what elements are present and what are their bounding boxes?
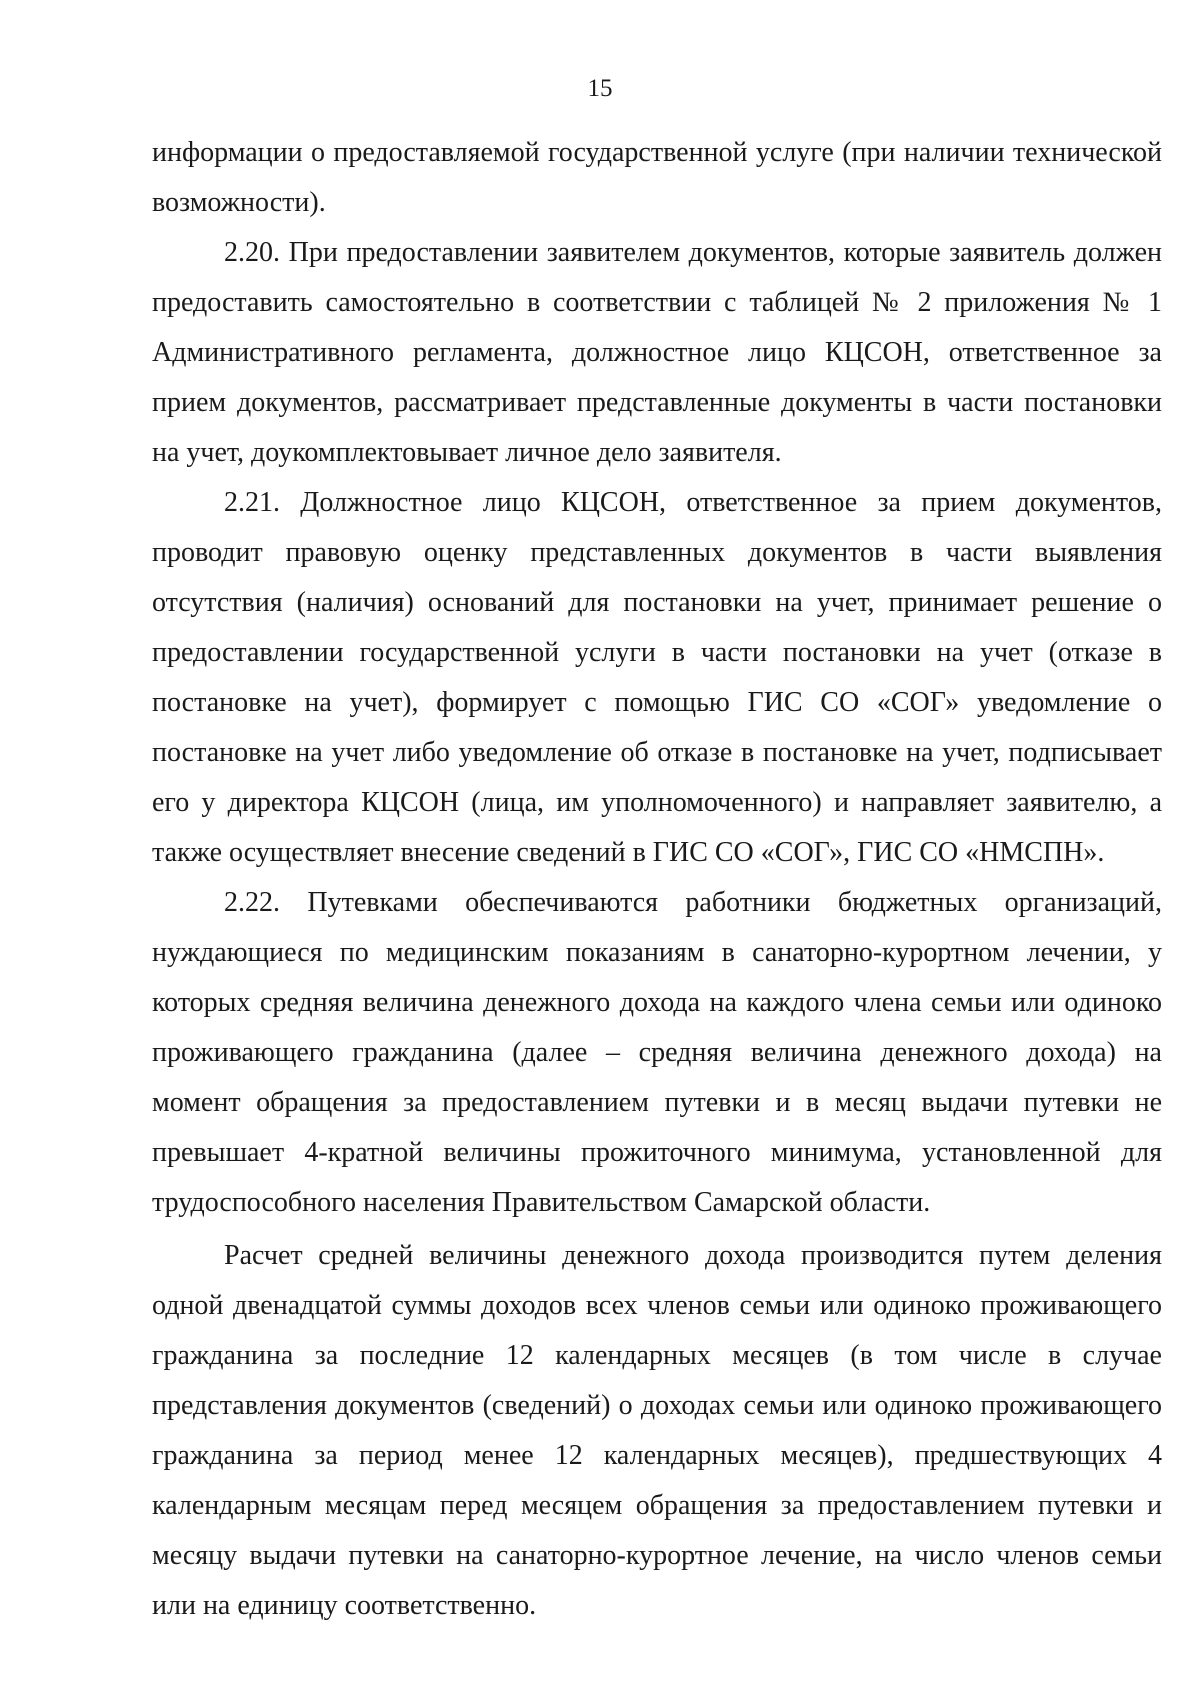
document-body bbox=[152, 128, 1162, 1631]
paragraph-section-2-22: 2.22. Путевками обеспечиваются работники бюджетных организаций, нуждающиеся по медицинским показаниям в санаторно-курортном лечении, у которых средняя величина денежного дохода на каждого члена семьи или одиноко проживающего гражданина (далее – средняя величина денежного дохода) на момент обращения за предоставлением путевки и в месяц выдачи путевки не превышает 4-кратной величины прожиточного минимума, установленной для трудоспособного населения Правительством Самарской области. bbox=[152, 887, 1162, 1218]
paragraph-section-2-21: 2.21. Должностное лицо КЦСОН, ответственное за прием документов, проводит правовую оценку представленных документов в части выявления отсутствия (наличия) оснований для постановки на учет, принимает решение о предоставлении государственной услуги в части постановки на учет (отказе в постановке на учет), формирует с помощью ГИС СО «СОГ» уведомление о постановке на учет либо уведомление об отказе в постановке на учет, подписывает его у директора КЦСОН (лица, им уполномоченного) и направляет заявителю, а также осуществляет внесение сведений в ГИС СО «СОГ», ГИС СО «НМСПН». bbox=[152, 487, 1162, 868]
paragraph-income-calculation: Расчет средней величины денежного дохода производится путем деления одной двенадцатой суммы доходов всех членов семьи или одиноко проживающего гражданина за последние 12 календарных месяцев (в том числе в случае представления документов (сведений) о доходах семьи или одиноко проживающего гражданина за период менее 12 календарных месяцев), предшествующих 4 календарным месяцам перед месяцем обращения за предоставлением путевки и месяцу выдачи путевки на санаторно-курортное лечение, на число членов семьи или на единицу соответственно. bbox=[152, 1240, 1162, 1621]
paragraph-continuation: информации о предоставляемой государственной услуге (при наличии технической возможности). bbox=[152, 137, 1162, 218]
page-number: 15 bbox=[587, 75, 613, 102]
paragraph-section-2-20: 2.20. При предоставлении заявителем документов, которые заявитель должен предоставить самостоятельно в соответствии с таблицей № 2 приложения № 1 Административного регламента, должностное лицо КЦСОН, ответственное за прием документов, рассматривает представленные документы в части постановки на учет, доукомплектовывает личное дело заявителя. bbox=[152, 237, 1162, 468]
